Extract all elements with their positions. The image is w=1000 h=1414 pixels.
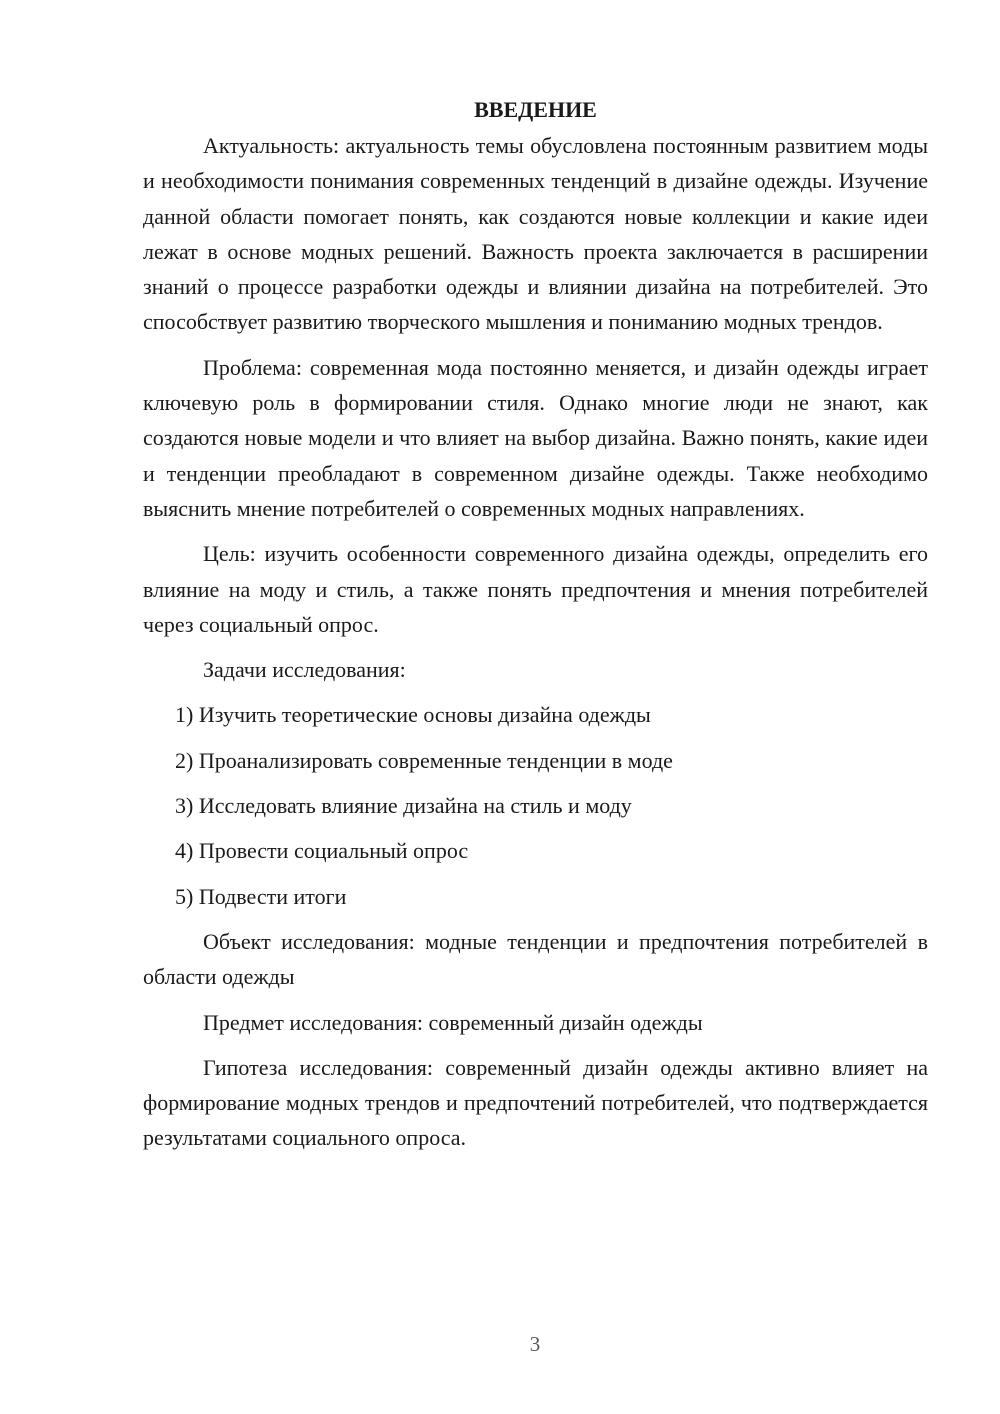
page-number: 3 xyxy=(529,1332,541,1356)
object-paragraph: Объект исследования: модные тенденции и предпочтения потребителей в области одежды xyxy=(143,928,928,990)
list-item: 1) Изучить теоретические основы дизайна одежды xyxy=(175,702,651,728)
tasks-title: Задачи исследования: xyxy=(203,657,406,683)
relevance-paragraph: Актуальность: актуальность темы обусловлена постоянным развитием моды и необходимости понимания современных тенденций в дизайне одежды. Изучение данной области помогает понять, как создаются новые коллекции и какие идеи лежат в основе модных решений. Важность проекта заключается в расширении знаний о процессе разработки одежды и влиянии дизайна на потребителей. Это способствует развитию творческого мышления и пониманию модных трендов. xyxy=(143,133,928,335)
document-page xyxy=(143,92,928,1156)
list-item: 3) Исследовать влияние дизайна на стиль и моду xyxy=(175,793,632,819)
goal-paragraph: Цель: изучить особенности современного дизайна одежды, определить его влияние на моду и стиль, а также понять предпочтения и мнения потребителей через социальный опрос. xyxy=(143,541,928,637)
subject-paragraph: Предмет исследования: современный дизайн одежды xyxy=(203,1009,703,1035)
list-item: 2) Проанализировать современные тенденции в моде xyxy=(175,747,673,773)
list-item: 5) Подвести итоги xyxy=(175,883,347,909)
tasks-list xyxy=(143,697,928,913)
hypothesis-paragraph: Гипотеза исследования: современный дизайн одежды активно влияет на формирование модных трендов и предпочтений потребителей, что подтверждается результатами социального опроса. xyxy=(143,1054,928,1151)
list-item: 4) Провести социальный опрос xyxy=(175,838,469,864)
page-title: ВВЕДЕНИЕ xyxy=(474,97,597,122)
problem-paragraph: Проблема: современная мода постоянно меняется, и дизайн одежды играет ключевую роль в формировании стиля. Однако многие люди не знают, как создаются новые модели и что влияет на выбор дизайна. Важно понять, какие идеи и тенденции преобладают в современном дизайне одежды. Также необходимо выяснить мнение потребителей о современных модных направлениях. xyxy=(143,354,928,521)
